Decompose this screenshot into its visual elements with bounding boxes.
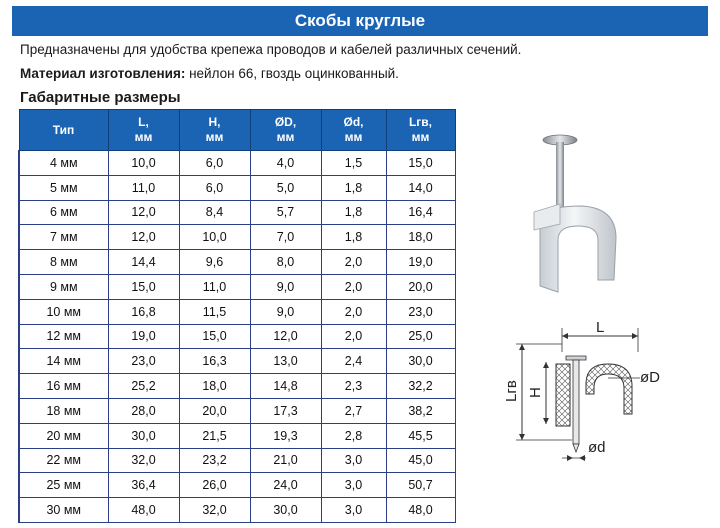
value-cell: 15,0 — [386, 151, 455, 176]
value-cell: 2,0 — [321, 299, 386, 324]
value-cell: 45,5 — [386, 423, 455, 448]
type-cell: 5 мм — [19, 175, 108, 200]
value-cell: 1,5 — [321, 151, 386, 176]
value-cell: 15,0 — [179, 324, 250, 349]
value-cell: 20,0 — [386, 274, 455, 299]
value-cell: 8,4 — [179, 200, 250, 225]
table-row — [19, 274, 455, 299]
table-row — [19, 398, 455, 423]
value-cell: 32,2 — [386, 374, 455, 399]
value-cell: 6,0 — [179, 151, 250, 176]
value-cell: 45,0 — [386, 448, 455, 473]
value-cell: 5,0 — [250, 175, 321, 200]
value-cell: 10,0 — [108, 151, 179, 176]
description: Предназначены для удобства крепежа проводов и кабелей различных сечений. — [20, 42, 522, 57]
table-row — [19, 473, 455, 498]
value-cell: 1,8 — [321, 175, 386, 200]
value-cell: 9,0 — [250, 299, 321, 324]
table-row — [19, 324, 455, 349]
table-row — [19, 299, 455, 324]
value-cell: 11,0 — [179, 274, 250, 299]
value-cell: 15,0 — [108, 274, 179, 299]
material-label: Материал изготовления: — [20, 66, 186, 81]
table-row — [19, 225, 455, 250]
value-cell: 2,0 — [321, 274, 386, 299]
type-cell: 10 мм — [19, 299, 108, 324]
table-body — [19, 151, 455, 523]
value-cell: 2,8 — [321, 423, 386, 448]
table-row — [19, 423, 455, 448]
value-cell: 2,0 — [321, 324, 386, 349]
value-cell: 14,8 — [250, 374, 321, 399]
value-cell: 30,0 — [250, 498, 321, 523]
value-cell: 2,0 — [321, 250, 386, 275]
value-cell: 30,0 — [386, 349, 455, 374]
column-header — [179, 110, 250, 151]
value-cell: 26,0 — [179, 473, 250, 498]
value-cell: 5,7 — [250, 200, 321, 225]
table-row — [19, 498, 455, 523]
value-cell: 7,0 — [250, 225, 321, 250]
column-header-line1: Ød, — [343, 115, 364, 129]
value-cell: 48,0 — [108, 498, 179, 523]
value-cell: 3,0 — [321, 448, 386, 473]
column-header-line1: H, — [208, 115, 221, 129]
type-cell: 14 мм — [19, 349, 108, 374]
value-cell: 23,0 — [386, 299, 455, 324]
table-row — [19, 151, 455, 176]
value-cell: 12,0 — [250, 324, 321, 349]
value-cell: 8,0 — [250, 250, 321, 275]
dim-label-h: H — [527, 387, 544, 398]
nail-shank — [556, 142, 564, 212]
column-header — [108, 110, 179, 151]
value-cell: 6,0 — [179, 175, 250, 200]
value-cell: 16,4 — [386, 200, 455, 225]
column-header — [250, 110, 321, 151]
column-header-line1: Lгв, — [408, 115, 433, 129]
dim-label-d-nail: ød — [588, 439, 606, 456]
type-cell: 9 мм — [19, 274, 108, 299]
value-cell: 21,5 — [179, 423, 250, 448]
clip-section-left — [556, 364, 570, 426]
page-title: Скобы круглые — [294, 11, 426, 30]
dim-label-lgv: Lгв — [503, 380, 520, 402]
value-cell: 48,0 — [386, 498, 455, 523]
clip-photo — [512, 128, 642, 298]
nail-head-section — [566, 356, 586, 360]
type-cell: 30 мм — [19, 498, 108, 523]
material-value: нейлон 66, гвоздь оцинкованный. — [185, 66, 399, 81]
value-cell: 23,2 — [179, 448, 250, 473]
value-cell: 3,0 — [321, 498, 386, 523]
value-cell: 18,0 — [179, 374, 250, 399]
value-cell: 16,8 — [108, 299, 179, 324]
value-cell: 9,6 — [179, 250, 250, 275]
value-cell: 1,8 — [321, 200, 386, 225]
table-row — [19, 448, 455, 473]
column-header — [19, 110, 108, 151]
value-cell: 23,0 — [108, 349, 179, 374]
value-cell: 11,5 — [179, 299, 250, 324]
value-cell: 10,0 — [179, 225, 250, 250]
value-cell: 21,0 — [250, 448, 321, 473]
column-header-line2: мм — [276, 130, 295, 144]
value-cell: 20,0 — [179, 398, 250, 423]
column-header-line1: L, — [138, 115, 149, 129]
type-cell: 6 мм — [19, 200, 108, 225]
value-cell: 28,0 — [108, 398, 179, 423]
value-cell: 30,0 — [108, 423, 179, 448]
nail-section — [573, 360, 579, 444]
table-row — [19, 374, 455, 399]
type-cell: 12 мм — [19, 324, 108, 349]
value-cell: 12,0 — [108, 200, 179, 225]
type-cell: 16 мм — [19, 374, 108, 399]
value-cell: 12,0 — [108, 225, 179, 250]
dim-label-d-outer: øD — [640, 369, 660, 386]
value-cell: 14,4 — [108, 250, 179, 275]
value-cell: 25,0 — [386, 324, 455, 349]
column-header-line2: мм — [411, 130, 430, 144]
table-row — [19, 200, 455, 225]
value-cell: 9,0 — [250, 274, 321, 299]
value-cell: 36,4 — [108, 473, 179, 498]
value-cell: 19,0 — [386, 250, 455, 275]
material-line — [20, 66, 399, 81]
value-cell: 1,8 — [321, 225, 386, 250]
value-cell: 19,0 — [108, 324, 179, 349]
column-header-line1: Тип — [52, 122, 75, 137]
type-cell: 20 мм — [19, 423, 108, 448]
table-row — [19, 250, 455, 275]
value-cell: 17,3 — [250, 398, 321, 423]
value-cell: 18,0 — [386, 225, 455, 250]
column-header — [386, 110, 455, 151]
value-cell: 19,3 — [250, 423, 321, 448]
type-cell: 18 мм — [19, 398, 108, 423]
value-cell: 16,3 — [179, 349, 250, 374]
value-cell: 14,0 — [386, 175, 455, 200]
value-cell: 2,3 — [321, 374, 386, 399]
value-cell: 25,2 — [108, 374, 179, 399]
dim-label-l: L — [596, 319, 605, 336]
column-header-line2: мм — [205, 130, 224, 144]
spec-table — [18, 109, 456, 523]
value-cell: 4,0 — [250, 151, 321, 176]
value-cell: 11,0 — [108, 175, 179, 200]
type-cell: 25 мм — [19, 473, 108, 498]
value-cell: 32,0 — [179, 498, 250, 523]
type-cell: 8 мм — [19, 250, 108, 275]
column-header-line2: мм — [344, 130, 363, 144]
title-banner — [12, 6, 708, 36]
value-cell: 2,7 — [321, 398, 386, 423]
value-cell: 3,0 — [321, 473, 386, 498]
value-cell: 50,7 — [386, 473, 455, 498]
dimensions-title: Габаритные размеры — [20, 89, 181, 106]
value-cell: 32,0 — [108, 448, 179, 473]
column-header-line2: мм — [134, 130, 153, 144]
clip-section-arc — [586, 364, 632, 414]
table-header-row — [19, 110, 455, 151]
value-cell: 24,0 — [250, 473, 321, 498]
type-cell: 22 мм — [19, 448, 108, 473]
type-cell: 7 мм — [19, 225, 108, 250]
value-cell: 2,4 — [321, 349, 386, 374]
column-header-line1: ØD, — [274, 115, 297, 129]
value-cell: 13,0 — [250, 349, 321, 374]
column-header — [321, 110, 386, 151]
table-row — [19, 349, 455, 374]
table-row — [19, 175, 455, 200]
technical-drawing — [490, 312, 690, 472]
value-cell: 38,2 — [386, 398, 455, 423]
type-cell: 4 мм — [19, 151, 108, 176]
